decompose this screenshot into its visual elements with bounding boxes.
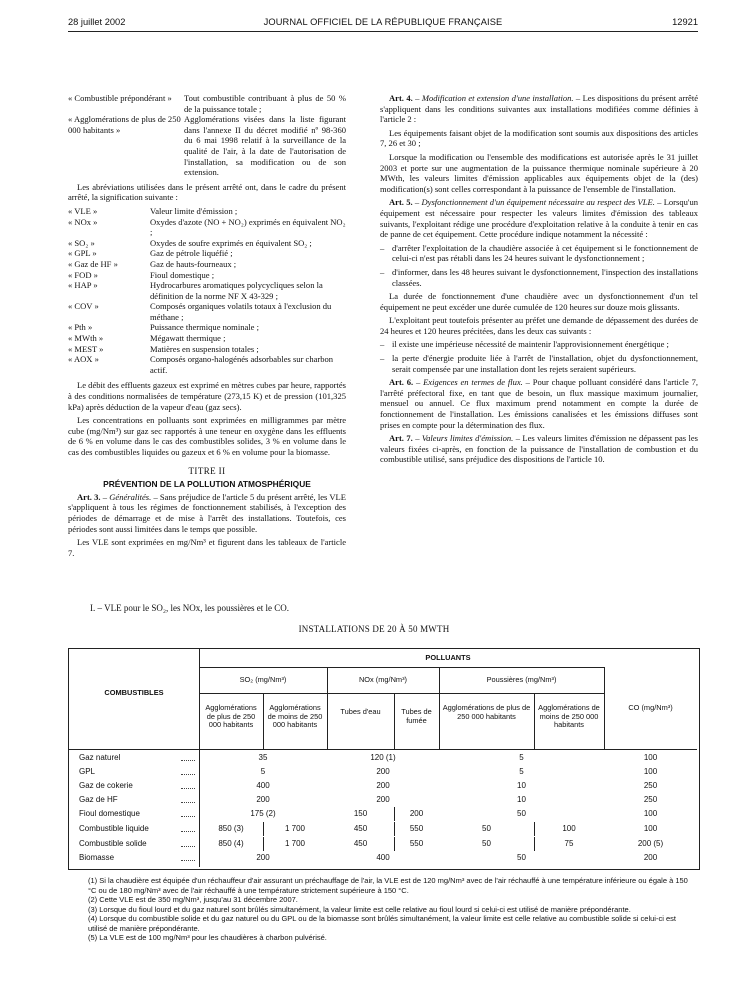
fuel-label: Combustible liquide: [79, 824, 149, 833]
value-nox-a: 450: [353, 824, 368, 833]
article-5: Art. 5. – Dysfonctionnement d'un équipement nécessaire au respect des VLE. – Lorsqu'un équipement est nécessaire pour respecter les valeurs limites d'émission des tableaux suivants, l'exploitant rédige une procédure d'exploitation relative à la conduite à tenir en cas de panne de cet équipement. Cette procédure indique notamment la nécessité :: [380, 197, 698, 240]
abbreviation-meaning: Composés organo-halogénés adsorbables sur charbon actif.: [150, 354, 334, 375]
dash-item-necessite: – il existe une impérieuse nécessité de maintenir l'approvisionnement énergétique ;: [380, 339, 669, 350]
header-so2-plus-250000: Agglomérations de plus de 250 000 habitants: [205, 703, 257, 730]
abbreviation-meaning: Oxydes de soufre exprimés en équivalent SO₂ ;: [150, 237, 312, 248]
cell-separator: [534, 822, 535, 836]
value-co: 200: [643, 853, 658, 862]
cell-separator: [263, 837, 264, 851]
abbreviation-item: [68, 322, 346, 333]
footnote-4: (4) Lorsque du combustible solide et du gaz naturel ou du GPL ou de la biomasse sont brûlés simultanément, la valeur limite est celle relative au combustible solide si celui-ci est utilisé de manière prépondérante.: [88, 914, 676, 933]
definition-combustible: « Combustible prépondérant » Tout combustible contribuant à plus de 50 % de la puissance totale ;: [68, 93, 346, 114]
value-so2: 400: [256, 781, 270, 790]
titre-heading: TITRE II: [188, 465, 226, 476]
value-nox: 400: [376, 853, 390, 862]
dash-item-arreter: – d'arrêter l'exploitation de la chaudière associée à cet équipement si le fonctionnement de celui-ci n'est pas rétabli dans les 24 heures suivant le dysfonctionnement ;: [380, 242, 698, 264]
cell-separator: [394, 807, 395, 821]
leader-dots: [181, 774, 195, 775]
value-co: 200 (5): [637, 839, 664, 848]
value-nox-b: 200: [409, 809, 424, 818]
abbreviation-term: « Pth »: [68, 322, 93, 333]
value-pous-b: 100: [562, 824, 576, 833]
value-pous: 10: [517, 781, 526, 790]
paragraph-concentrations: Les concentrations en polluants sont exprimées en milligrammes par mètre cube (mg/Nm³) sur gaz sec rapportés à une teneur en oxygène dans les effluents de 6 % en volume dans le cas des combustibles solides, 3 % en volume dans le cas des combustibles liquides ou gazeux et 6 % en volume pour la biomasse.: [68, 415, 346, 457]
header-poussieres: Poussières (mg/Nm³): [486, 675, 557, 684]
cell-separator: [394, 822, 395, 836]
dash-item-informer: – d'informer, dans les 48 heures suivant le dysfonctionnement, l'inspection des installations classées.: [380, 266, 698, 288]
page-header: [68, 17, 698, 31]
abbreviation-term: « VLE »: [68, 205, 98, 216]
right-column: [380, 93, 698, 468]
value-pous: 10: [517, 795, 526, 804]
left-column: [68, 93, 346, 561]
fuel-label: Fioul domestique: [79, 809, 140, 818]
value-so2: 175 (2): [250, 809, 276, 818]
header-combustibles: COMBUSTIBLES: [104, 688, 164, 697]
value-nox: 200: [376, 767, 390, 776]
abbreviation-meaning: Fioul domestique ;: [150, 269, 215, 280]
article-3: Art. 3. – Généralités. – Sans préjudice de l'article 5 du présent arrêté, les VLE s'appliquent à tous les régimes de fonctionnement stabilisés, à l'exception des périodes de démarrage et de mise à l'arrêt des installations. Toutefois, ces périodes sont aussi limitées dans le temps que possible.: [68, 491, 347, 534]
fuel-label: Gaz de cokerie: [79, 781, 133, 790]
paragraph-exploitant: L'exploitant peut toutefois présenter au préfet une demande de dépassement des durées de 24 heures et 120 heures précitées, dans les deux cas suivants :: [380, 315, 698, 336]
value-so2-b: 1 700: [284, 839, 306, 848]
value-so2: 35: [258, 753, 268, 762]
value-co: 250: [643, 795, 658, 804]
value-nox-a: 150: [353, 809, 368, 818]
article-6: Art. 6. – Exigences en termes de flux. – Pour chaque polluant considéré dans l'article 7, l'arrêté préfectoral fixe, en tant que de besoin, un flux massique maximum journalier, mensuel ou annuel. Ce flux maximum prend notamment en compte la durée de fonctionnement de l'installation. Les émissions canalisées et les émissions diffuses sont prises en compte pour la détermination des flux.: [380, 377, 698, 430]
value-co: 100: [643, 753, 658, 762]
value-pous: 5: [519, 753, 524, 762]
value-pous-a: 50: [482, 839, 491, 848]
abbreviation-meaning: Hydrocarbures aromatiques polycycliques selon la définition de la norme NF X 43-329 ;: [150, 280, 323, 301]
abbreviation-item: [68, 206, 346, 217]
dash-item-perte: – la perte d'énergie produite liée à l'arrêt de l'installation, objet du dysfonctionnement, serait compensée par une installation dont les rejets seraient supérieurs.: [380, 353, 698, 374]
value-nox: 200: [376, 795, 390, 804]
abbreviations-intro: Les abréviations utilisées dans le présent arrêté ont, dans le cadre du présent arrêté, la signification suivante :: [68, 181, 346, 203]
value-nox: 120 (1): [370, 753, 396, 762]
abbreviation-item: [68, 248, 346, 259]
fuel-label: Gaz naturel: [79, 753, 121, 762]
header-so2-moins-250000: Agglomérations de moins de 250 000 habitants: [267, 703, 323, 730]
definition-agglomerations: « Agglomérations de plus de 250 000 habitants » Agglomérations visées dans la liste figurant dans l'annexe II du décret modifié nº 98-360 du 6 mai 1998 relatif à la surveillance de la qualité de l'air, à la date de l'autorisation de l'installation, sa modification ou de son extension.: [68, 114, 346, 178]
header-poussieres-moins-250000: Agglomérations de moins de 250 000 habitants: [538, 703, 600, 730]
abbreviation-term: « HAP »: [68, 280, 98, 291]
abbreviation-meaning: Oxydes d'azote (NO + NO₂) exprimés en équivalent NO₂ ;: [150, 216, 346, 238]
abbreviation-item: [68, 301, 346, 322]
footnote-5: (5) La VLE est de 100 mg/Nm³ pour les chaudières à charbon pulvérisé.: [88, 933, 327, 942]
header-tubes-fumee: Tubes de fumée: [401, 707, 432, 725]
header-tubes-eau: Tubes d'eau: [340, 707, 381, 716]
cell-separator: [394, 837, 395, 851]
leader-dots: [181, 831, 195, 832]
leader-dots: [181, 846, 195, 847]
value-co: 100: [643, 767, 658, 776]
footnote-2: (2) Cette VLE est de 350 mg/Nm³, jusqu'au 31 décembre 2007.: [88, 895, 298, 904]
abbreviation-meaning: Matières en suspension totales ;: [150, 343, 259, 354]
abbreviation-meaning: Puissance thermique nominale ;: [150, 322, 259, 333]
value-pous: 5: [519, 767, 524, 776]
article-4: Art. 4. – Modification et extension d'une installation. – Les dispositions du présent arrêté s'appliquent dans les conditions suivantes aux installations modifiées comme définies à l'article 2 :: [380, 93, 698, 125]
cell-separator: [263, 822, 264, 836]
value-so2-a: 850 (3): [218, 824, 244, 833]
value-pous: 50: [517, 853, 526, 862]
abbreviation-term: « Gaz de HF »: [68, 258, 118, 269]
abbreviation-meaning: Composés organiques volatils totaux à l'exclusion du méthane ;: [150, 301, 332, 322]
abbreviation-item: [68, 270, 346, 281]
abbreviation-term: « AOX »: [68, 354, 99, 365]
paragraph-equipements: Les équipements faisant objet de la modification sont soumis aux dispositions des articles 7, 26 et 30 ;: [380, 127, 698, 149]
paragraph-duree: La durée de fonctionnement d'une chaudière avec un dysfonctionnement d'un tel équipement ne peut excéder une durée cumulée de 120 heures sur douze mois glissants.: [380, 291, 698, 312]
value-co: 100: [643, 809, 658, 818]
abbreviation-meaning: Gaz de pétrole liquéfié ;: [150, 248, 233, 259]
abbreviation-meaning: Gaz de hauts-fourneaux ;: [150, 258, 237, 269]
cell-separator: [534, 837, 535, 851]
fuel-label: Combustible solide: [79, 839, 147, 848]
value-nox-b: 550: [409, 824, 424, 833]
abbreviation-term: « GPL »: [68, 248, 97, 259]
section-heading: PRÉVENTION DE LA POLLUTION ATMOSPHÉRIQUE: [103, 479, 311, 490]
abbreviation-meaning: Valeur limite d'émission ;: [150, 205, 238, 216]
value-pous-b: 75: [564, 839, 574, 848]
leader-dots: [181, 760, 195, 761]
abbreviation-item: [68, 259, 346, 270]
header-co: CO (mg/Nm³): [628, 703, 673, 712]
abbreviation-item: [68, 280, 346, 301]
footnote-1: (1) Si la chaudière est équipée d'un réchauffeur d'air assurant un préchauffage de l'air, la VLE est de 120 mg/Nm³ avec de l'air réchauffé à une température inférieure ou égale à 150 °C ou de 180 mg/Nm³ avec de l'air réchauffé à une température strictement supérieure à 150 °C.: [88, 876, 688, 895]
value-pous-a: 50: [482, 824, 491, 833]
abbreviation-term: « COV »: [68, 301, 99, 312]
header-so2: SO₂ (mg/Nm³): [239, 675, 287, 684]
header-page-number: 12921: [672, 17, 698, 27]
leader-dots: [181, 816, 195, 817]
leader-dots: [181, 860, 195, 861]
abbreviation-term: « FOD »: [68, 269, 98, 280]
header-nox: NOx (mg/Nm³): [358, 675, 408, 684]
header-rule: [68, 31, 698, 32]
abbreviation-item: [68, 333, 346, 344]
abbreviation-item: [68, 354, 346, 375]
abbreviation-term: « MWth »: [68, 333, 104, 344]
value-so2: 200: [256, 853, 270, 862]
abbreviation-list: [68, 206, 346, 376]
value-co: 100: [643, 824, 658, 833]
value-nox-b: 550: [409, 839, 424, 848]
value-so2-a: 850 (4): [218, 839, 244, 848]
header-title: JOURNAL OFFICIEL DE LA RÉPUBLIQUE FRANÇAISE: [263, 17, 503, 27]
paragraph-debit: Le débit des effluents gazeux est exprimé en mètres cubes par heure, rapportés à des conditions normalisées de température (273,15 K) et de pression (101,325 kPa) après déduction de la vapeur d'eau (gaz secs).: [68, 380, 346, 412]
value-nox-a: 450: [353, 839, 368, 848]
value-so2: 5: [260, 767, 266, 776]
value-nox: 200: [376, 781, 390, 790]
abbreviation-term: « SO₂ »: [68, 237, 95, 248]
article-7: Art. 7. – Valeurs limites d'émission. – Les valeurs limites d'émission ne dépassent pas les valeurs fixées ci-après, en fonction de la puissance de l'installation de combustion et du combustible utilisé, sans préjudice des dispositions de l'article 10.: [380, 433, 699, 465]
value-pous: 50: [517, 809, 526, 818]
abbreviation-meaning: Mégawatt thermique ;: [150, 333, 226, 344]
emission-limits-table: [68, 648, 700, 870]
abbreviation-term: « NOx »: [68, 216, 98, 227]
value-co: 250: [643, 781, 658, 790]
fuel-label: Gaz de HF: [79, 795, 118, 804]
footnote-3: (3) Lorsque du fioul lourd et du gaz naturel sont brûlés simultanément, la valeur limite est celle relative au fioul lourd si celui-ci est utilisé de manière prépondérante.: [88, 904, 631, 914]
value-so2: 200: [256, 795, 270, 804]
fuel-label: GPL: [79, 767, 96, 776]
paragraph-modification: Lorsque la modification ou l'ensemble des modifications est autorisée après le 31 juillet 2003 et porte sur une augmentation de la puissance thermique nominale supérieure à 20 MWth, les valeurs limites d'émission applicables aux équipements objet de la (des) modification(s) sont celles correspondant à la puissance de l'ensemble de l'installation.: [380, 151, 698, 194]
table-footnotes: [88, 876, 688, 943]
header-polluants: POLLUANTS: [425, 653, 471, 662]
leader-dots: [181, 788, 195, 789]
header-date: 28 juillet 2002: [68, 17, 126, 27]
table-title: INSTALLATIONS DE 20 À 50 MWTH: [298, 624, 450, 634]
header-poussieres-plus-250000: Agglomérations de plus de 250 000 habitants: [442, 703, 531, 721]
value-so2-b: 1 700: [284, 824, 306, 833]
abbreviation-term: « MEST »: [68, 343, 104, 354]
table-intro: I. – VLE pour le SO₂, les NOx, les poussières et le CO.: [90, 603, 289, 613]
paragraph-vle: Les VLE sont exprimées en mg/Nm³ et figurent dans les tableaux de l'article 7.: [68, 537, 346, 558]
abbreviation-item: [68, 238, 346, 249]
abbreviation-item: [68, 217, 346, 238]
leader-dots: [181, 802, 195, 803]
abbreviation-item: [68, 344, 346, 355]
fuel-label: Biomasse: [79, 853, 115, 862]
